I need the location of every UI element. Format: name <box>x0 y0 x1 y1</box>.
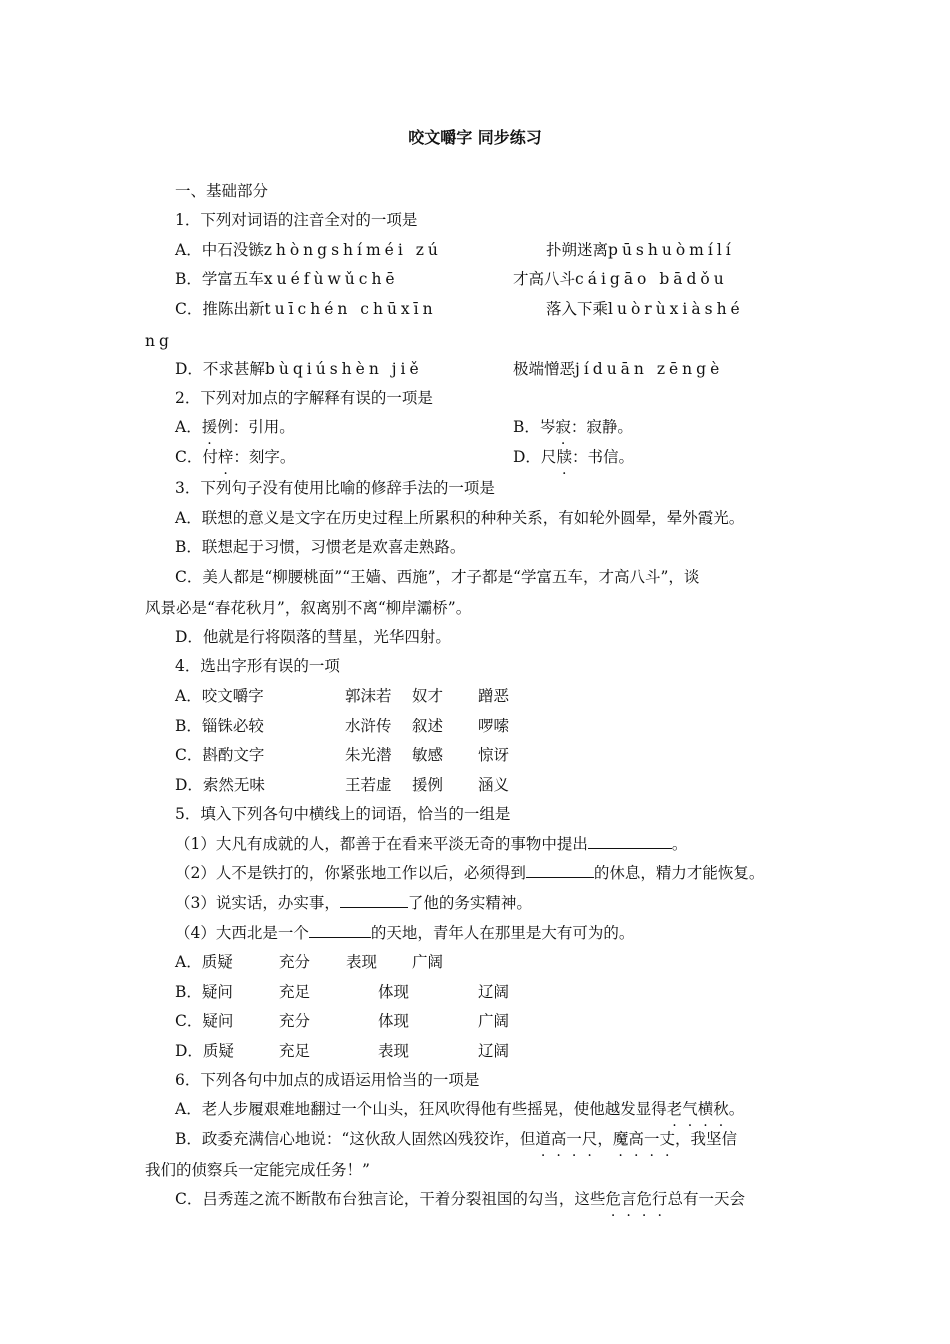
q5-option-cell: 表现 <box>346 953 378 971</box>
dotted-char: 尺 <box>581 1130 598 1148</box>
q5-s4-blank <box>309 923 371 938</box>
q6-b-end: ，我坚信 <box>674 1130 737 1148</box>
q4-option-cell: 惊讶 <box>478 746 510 764</box>
q5-s1-text: （1）大凡有成就的人，都善于在看来平淡无奇的事物中提出 <box>175 835 588 853</box>
dotted-char: 道 <box>535 1130 551 1148</box>
q5-s1-blank <box>588 834 672 849</box>
q2-a-label: A． <box>175 418 202 436</box>
q4-option-cell: D．索然无味 <box>175 776 265 794</box>
q1-option-c-2 <box>546 299 744 319</box>
q1-option-b <box>175 269 399 289</box>
q2-c-dotted-char: 梓 <box>217 448 234 466</box>
q5-s3-blank <box>340 893 408 908</box>
q1-a-pinyin2: pūshuòmílí <box>608 241 735 259</box>
q2-option-c <box>175 447 295 467</box>
dotted-char: 一 <box>566 1130 582 1148</box>
q4-option-cell: 水浒传 <box>345 717 392 735</box>
q1-c-pinyin2: luòrùxiàshé <box>608 300 744 318</box>
q2-a-rest: 例：引用。 <box>217 418 295 436</box>
q1-option-d <box>175 359 423 379</box>
q4-option-cell: B．锱铢必较 <box>175 717 264 735</box>
dotted-char: 一 <box>643 1130 660 1148</box>
q3-option-d: D．他就是行将陨落的彗星，光华四射。 <box>175 628 451 646</box>
q5-sentence-2 <box>175 863 764 883</box>
q1-d-pinyin2: jíduān zēngè <box>575 360 724 378</box>
q1-c-pinyin: tuīchén chūxīn <box>264 300 437 318</box>
q1-b-word2: 才高八斗 <box>513 270 576 288</box>
q6-option-b <box>175 1129 737 1149</box>
q4-option-cell: 王若虚 <box>345 776 392 794</box>
q2-option-b <box>513 417 633 437</box>
q6-b-text: B．政委充满信心地说：“这伙敌人固然凶残狡诈，但 <box>175 1130 536 1148</box>
q5-s2-text: （2）人不是铁打的，你紧张地工作以后，必须得到 <box>175 864 526 882</box>
q6-a-end: 。 <box>728 1100 745 1118</box>
q2-c-label: C．付 <box>175 448 218 466</box>
q2-option-d <box>513 447 634 467</box>
q5-option-cell: 辽阔 <box>478 1042 510 1060</box>
q1-option-a-2 <box>546 240 735 260</box>
q4-option-cell: 奴才 <box>412 687 444 705</box>
q6-c-text: C．吕秀莲之流不断散布台独言论，干着分裂祖国的勾当，这些 <box>175 1190 606 1208</box>
q1-option-d-2 <box>513 359 723 379</box>
section-heading: 一、基础部分 <box>175 182 269 200</box>
q6-b-idiom <box>535 1130 675 1148</box>
dotted-char: 秋 <box>713 1100 729 1118</box>
dotted-char: 气 <box>682 1100 698 1118</box>
q1-d-word2: 极端憎恶 <box>513 360 576 378</box>
q4-option-cell: 郭沫若 <box>345 687 392 705</box>
q4-option-cell: C．斟酌文字 <box>175 746 265 764</box>
q6-a-idiom <box>667 1100 729 1118</box>
q5-option-cell: C．疑问 <box>175 1012 234 1030</box>
q1-a-word2: 扑朔迷离 <box>546 241 609 259</box>
dotted-char: 行 <box>651 1190 668 1208</box>
q5-option-cell: 表现 <box>378 1042 410 1060</box>
q6-option-c <box>175 1189 745 1209</box>
q6-c-end: 总有一天会 <box>667 1190 745 1208</box>
q5-s4-text: （4）大西北是一个 <box>175 924 309 942</box>
q5-option-cell: 充分 <box>279 953 311 971</box>
q4-option-cell: 啰嗦 <box>478 717 510 735</box>
q3-option-a: A．联想的意义是文字在历史过程上所累积的种种关系，有如轮外圆晕，晕外霞光。 <box>175 509 745 527</box>
q5-s1-end: 。 <box>671 835 688 853</box>
q2-a-dotted-char: 援 <box>201 418 218 436</box>
question-5-stem: 5．填入下列各句中横线上的词语，恰当的一组是 <box>175 805 511 823</box>
q1-option-c <box>175 299 437 319</box>
q3-option-c-continued: 风景必是“春花秋月”，叙离别不离“柳岸灞桥”。 <box>145 599 472 617</box>
dotted-char: ， <box>597 1130 613 1148</box>
q4-option-cell: A．咬文嚼字 <box>175 687 264 705</box>
dotted-char: 老 <box>666 1100 683 1118</box>
question-4-stem: 4．选出字形有误的一项 <box>175 657 340 675</box>
q5-option-cell: 体现 <box>378 983 410 1001</box>
q1-c-pinyin-continued: ng <box>145 332 173 350</box>
q2-d-dotted-char: 牍 <box>556 448 572 466</box>
q6-option-b-continued: 我们的侦察兵一定能完成任务！” <box>145 1161 370 1179</box>
q2-d-label: D．尺 <box>513 448 557 466</box>
q5-option-cell: 充足 <box>279 1042 311 1060</box>
page-title: 咬文嚼字 同步练习 <box>408 128 542 147</box>
q5-option-cell: B．疑问 <box>175 983 233 1001</box>
q4-option-cell: 朱光潜 <box>345 746 392 764</box>
q5-sentence-1 <box>175 834 687 854</box>
q6-a-text: A．老人步履艰难地翻过一个山头，狂风吹得他有些摇晃，使他越发显得 <box>175 1100 667 1118</box>
q1-option-a <box>175 240 442 260</box>
q1-d-pinyin: bùqiúshèn jiě <box>264 360 423 378</box>
q5-option-cell: 辽阔 <box>478 983 510 1001</box>
q5-option-cell: 广阔 <box>478 1012 510 1030</box>
q4-option-cell: 叙述 <box>412 717 444 735</box>
q5-sentence-4 <box>175 923 634 943</box>
q5-sentence-3 <box>175 893 532 913</box>
q1-d-word: D．不求甚解 <box>175 360 265 378</box>
q3-option-c: C．美人都是“柳腰桃面”“王嫱、西施”，才子都是“学富五车，才高八斗”，谈 <box>175 568 700 586</box>
q4-option-cell: 敏感 <box>412 746 444 764</box>
q5-s2-end: 的休息，精力才能恢复。 <box>593 864 765 882</box>
q1-a-pinyin: zhòngshíméi zú <box>263 241 442 259</box>
q1-b-word: B．学富五车 <box>175 270 264 288</box>
q5-option-cell: A．质疑 <box>175 953 233 971</box>
q6-c-idiom <box>605 1190 667 1208</box>
question-2-stem: 2．下列对加点的字解释有误的一项是 <box>175 389 433 407</box>
q5-s3-end: 了他的务实精神。 <box>407 894 532 912</box>
q1-option-b-2 <box>513 269 728 289</box>
q5-option-cell: 充足 <box>279 983 311 1001</box>
dotted-char: 魔 <box>612 1130 629 1148</box>
q2-b-label: B．岑 <box>513 418 556 436</box>
q5-option-cell: 广阔 <box>412 953 444 971</box>
q4-option-cell: 蹭恶 <box>478 687 510 705</box>
dotted-char: 横 <box>697 1100 714 1118</box>
dotted-char: 丈 <box>659 1130 675 1148</box>
q5-option-cell: 体现 <box>378 1012 410 1030</box>
dotted-char: 危 <box>605 1190 621 1208</box>
q4-option-cell: 援例 <box>412 776 444 794</box>
q2-c-rest: ：刻字。 <box>233 448 296 466</box>
q2-option-a <box>175 417 295 437</box>
q1-b-pinyin2: cáigāo bādǒu <box>575 270 728 288</box>
dotted-char: 危 <box>636 1190 652 1208</box>
q1-a-word: A．中石没镞 <box>175 241 264 259</box>
q1-b-pinyin: xuéfùwǔchē <box>263 270 399 288</box>
dotted-char: 高 <box>628 1130 644 1148</box>
q2-d-rest: ：书信。 <box>571 448 634 466</box>
question-3-stem: 3．下列句子没有使用比喻的修辞手法的一项是 <box>175 479 495 497</box>
q4-option-cell: 涵义 <box>478 776 510 794</box>
q5-option-cell: D．质疑 <box>175 1042 234 1060</box>
q1-c-word: C．推陈出新 <box>175 300 265 318</box>
q1-c-word2: 落入下乘 <box>546 300 609 318</box>
q5-s4-end: 的天地，青年人在那里是大有可为的。 <box>370 924 635 942</box>
question-1-stem: 1．下列对词语的注音全对的一项是 <box>175 211 418 229</box>
q5-s2-blank <box>526 863 594 878</box>
dotted-char: 言 <box>620 1190 637 1208</box>
q5-s3-text: （3）说实话，办实事， <box>175 894 340 912</box>
dotted-char: 高 <box>550 1130 567 1148</box>
q5-option-cell: 充分 <box>279 1012 311 1030</box>
q2-b-rest: ：寂静。 <box>570 418 633 436</box>
q6-option-a <box>175 1099 744 1119</box>
q3-option-b: B．联想起于习惯，习惯老是欢喜走熟路。 <box>175 538 466 556</box>
q2-b-dotted-char: 寂 <box>555 418 571 436</box>
question-6-stem: 6．下列各句中加点的成语运用恰当的一项是 <box>175 1071 480 1089</box>
